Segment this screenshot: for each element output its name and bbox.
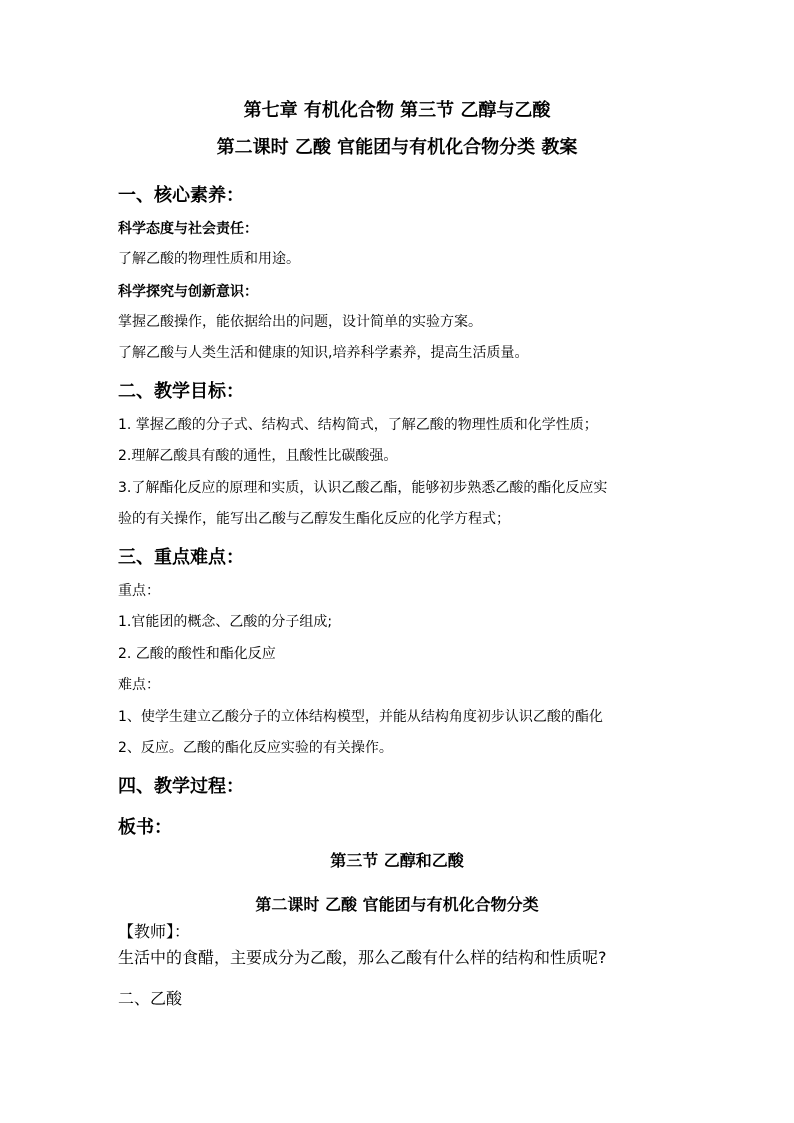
key-label: 重点： [118,583,160,599]
list-item: 1. 掌握乙酸的分子式、结构式、结构简式，了解乙酸的物理性质和化学性质； [118,417,598,433]
difficulty-label: 难点： [118,677,160,693]
list-item: 2. 乙酸的酸性和酯化反应 [118,646,276,662]
paragraph: 了解乙酸的物理性质和用途。 [118,251,300,267]
sub-heading-inquiry: 科学探究与创新意识： [118,284,258,300]
list-item-continued: 验的有关操作，能写出乙酸与乙醇发生酯化反应的化学方程式； [118,511,510,527]
list-item: 1、使学生建立乙酸分子的立体结构模型，并能从结构角度初步认识乙酸的酯化 [118,709,603,725]
paragraph: 掌握乙酸操作，能依据给出的问题，设计简单的实验方案。 [118,314,482,330]
document-title: 第七章 有机化合物 第三节 乙醇与乙酸 [243,100,551,121]
teacher-label: 【教师】： [118,922,191,941]
board-label: 板书： [118,817,172,838]
sub-heading-acetic-acid: 二、乙酸 [118,989,183,1008]
list-item: 2、反应。乙酸的酯化反应实验的有关操作。 [118,740,393,756]
section-heading-goals: 二、教学目标： [118,381,244,402]
teacher-text: 生活中的食醋，主要成分为乙酸，那么乙酸有什么样的结构和性质呢? [118,948,607,967]
list-item: 3.了解酯化反应的原理和实质，认识乙酸乙酯，能够初步熟悉乙酸的酯化反应实 [118,480,608,496]
list-item: 2.理解乙酸具有酸的通性，且酸性比碳酸强。 [118,448,398,464]
list-item: 1.官能团的概念、乙酸的分子组成; [118,614,333,630]
board-title: 第三节 乙醇和乙酸 [330,851,464,870]
document-subtitle: 第二课时 乙酸 官能团与有机化合物分类 教案 [216,137,578,158]
section-heading-core: 一、核心素养： [118,185,244,206]
section-heading-process: 四、教学过程： [118,776,244,797]
section-heading-key: 三、重点难点： [118,547,244,568]
board-subtitle: 第二课时 乙酸 官能团与有机化合物分类 [255,895,539,914]
paragraph: 了解乙酸与人类生活和健康的知识,培养科学素养，提高生活质量。 [118,345,529,361]
sub-heading-attitude: 科学态度与社会责任： [118,221,258,237]
